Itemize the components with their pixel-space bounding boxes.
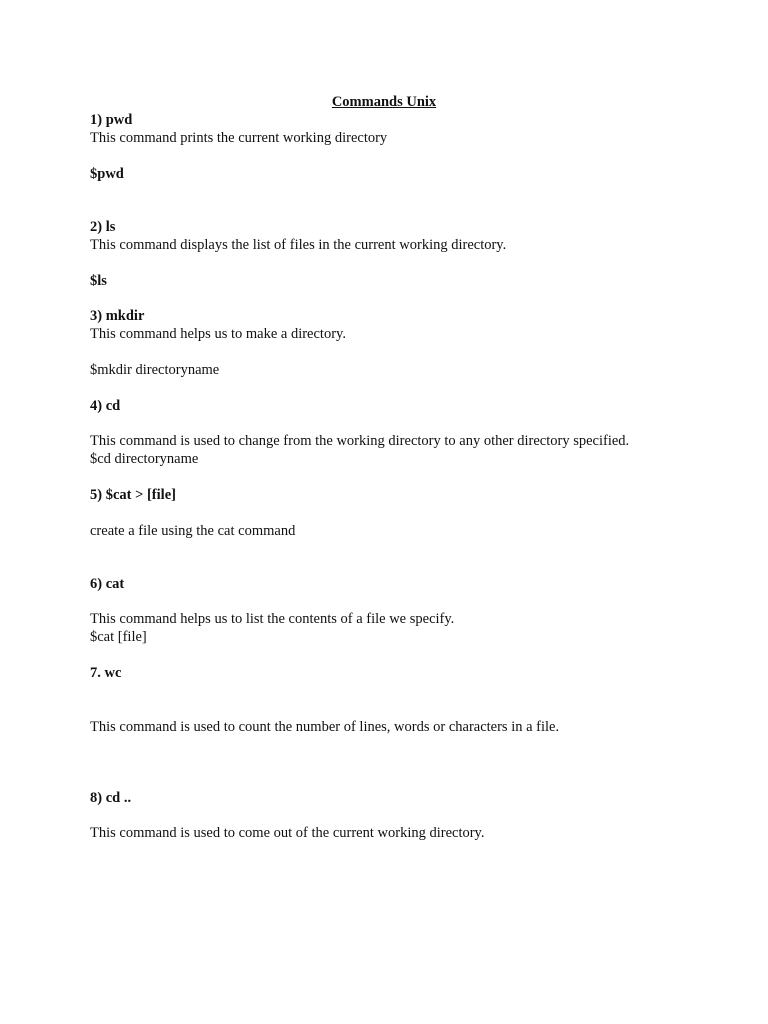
section-description-pwd: This command prints the current working directory	[90, 130, 388, 146]
section-description-ls: This command displays the list of files in the current working directory.	[90, 237, 507, 253]
section-description-wc: This command is used to count the number of lines, words or characters in a file.	[90, 719, 560, 735]
section-description-cd-up: This command is used to come out of the current working directory.	[90, 825, 485, 841]
section-heading-mkdir: 3) mkdir	[90, 308, 145, 324]
section-heading-pwd: 1) pwd	[90, 112, 133, 128]
section-description-mkdir: This command helps us to make a directory.	[90, 326, 346, 342]
section-example-cat: $cat [file]	[90, 629, 147, 645]
section-heading-wc: 7. wc	[90, 665, 122, 681]
section-example-mkdir: $mkdir directoryname	[90, 362, 220, 378]
section-description-cat-create: create a file using the cat command	[90, 523, 296, 539]
section-heading-cat-create: 5) $cat > [file]	[90, 487, 176, 503]
section-heading-cd: 4) cd	[90, 398, 121, 414]
section-description-cd: This command is used to change from the working directory to any other directory specified.	[90, 433, 630, 449]
section-example-pwd: $pwd	[90, 166, 124, 182]
document-title: Commands Unix	[331, 94, 437, 110]
section-example-cd: $cd directoryname	[90, 451, 199, 467]
section-description-cat: This command helps us to list the contents of a file we specify.	[90, 611, 455, 627]
section-heading-cat: 6) cat	[90, 576, 125, 592]
section-heading-ls: 2) ls	[90, 219, 116, 235]
section-example-ls: $ls	[90, 273, 107, 289]
section-heading-cd-up: 8) cd ..	[90, 790, 132, 806]
